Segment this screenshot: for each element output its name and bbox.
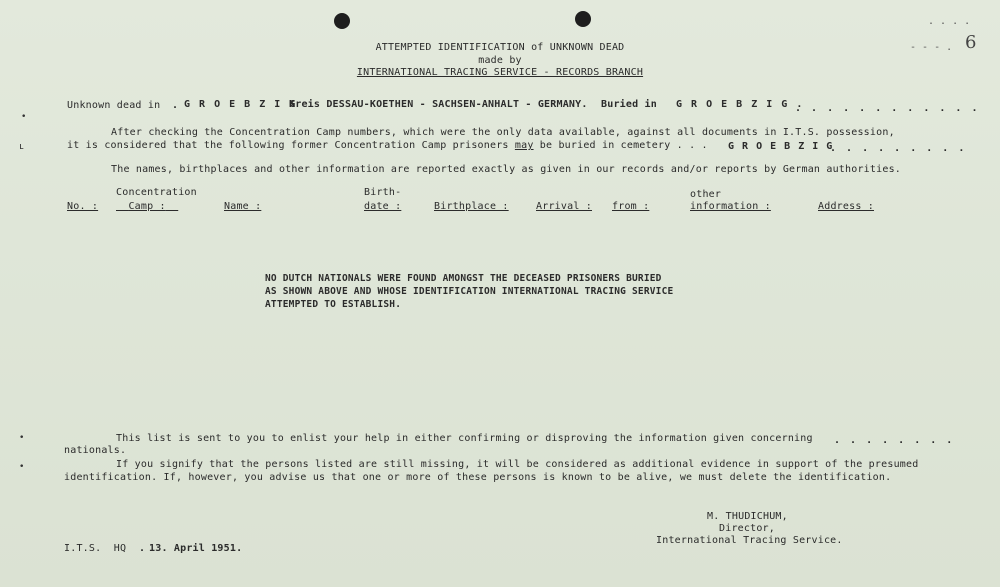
col-birth-bottom: date :	[364, 201, 402, 212]
col-arrival: Arrival :	[536, 201, 592, 212]
col-camp-bottom	[116, 201, 178, 212]
punch-hole-left	[334, 13, 350, 29]
header-title: ATTEMPTED IDENTIFICATION of UNKNOWN DEAD	[375, 42, 625, 53]
col-other-bottom: information :	[690, 201, 771, 212]
margin-mark-4: •	[19, 462, 25, 472]
col-other-top: other	[690, 189, 722, 200]
paragraph2: The names, birthplaces and other information are reported exactly as given in our records and/or reports by German authorities.	[111, 164, 902, 175]
col-camp-bottom-label: Camp :	[128, 201, 166, 212]
signature-title: Director,	[719, 523, 775, 534]
leader-dots-1: . . . . . . . . . . . .	[795, 103, 980, 114]
notice-line1: NO DUTCH NATIONALS WERE FOUND AMONGST THE DECEASED PRISONERS BURIED	[265, 273, 662, 284]
unknown-dead-label: Unknown dead in	[67, 100, 161, 111]
paragraph1-line2	[67, 140, 708, 151]
closing-line1: This list is sent to you to enlist your help in either confirming or disproving the information given concerning	[116, 433, 813, 444]
corner-dots-top: . . . .	[928, 16, 971, 27]
page-number: 6	[965, 32, 977, 53]
paragraph1-may: may	[514, 140, 534, 151]
closing-line4: identification. If, however, you advise us that one or more of these persons is known to be alive, we must delete the identification.	[64, 472, 892, 483]
corner-dots-mid: - - - .	[910, 42, 953, 53]
closing-line3: If you signify that the persons listed are still missing, it will be considered as additional evidence in support of the presumed	[116, 459, 919, 470]
notice-line2: AS SHOWN ABOVE AND WHOSE IDENTIFICATION INTERNATIONAL TRACING SERVICE	[265, 286, 674, 297]
unknown-dead-region: Kreis DESSAU-KOETHEN - SACHSEN-ANHALT - GERMANY.	[289, 99, 588, 110]
col-from: from :	[612, 201, 650, 212]
footer-date-dot: .	[139, 543, 146, 554]
signature-org: International Tracing Service.	[656, 535, 843, 546]
leader-dots-2: . . . . . . . . .	[830, 143, 967, 154]
paragraph1-line2-a: it is considered that the following former Concentration Camp prisoners	[67, 140, 515, 151]
margin-mark-1: •	[21, 112, 27, 122]
col-birth-top: Birth-	[364, 187, 402, 198]
footer-date: 13. April 1951.	[149, 543, 243, 554]
signature-name: M. THUDICHUM,	[707, 511, 788, 522]
col-birthplace: Birthplace :	[434, 201, 509, 212]
unknown-dead-dot: .	[172, 100, 179, 111]
buried-in-label: Buried in	[601, 99, 657, 110]
header-branch: INTERNATIONAL TRACING SERVICE - RECORDS BRANCH	[356, 67, 644, 78]
col-no-label: No. :	[67, 201, 99, 212]
col-address: Address :	[818, 201, 874, 212]
paragraph1-line1: After checking the Concentration Camp numbers, which were the only data available, against all documents in I.T.S. possession,	[111, 127, 895, 138]
buried-in-place: G R O E B Z I G .	[676, 99, 804, 110]
col-camp-top: Concentration	[116, 187, 197, 198]
leader-dots-3: . . . . . . . .	[834, 435, 955, 446]
header-made-by: made by	[478, 55, 522, 66]
paragraph1-line2-b: be buried in cemetery . . .	[533, 140, 708, 151]
margin-mark-2: ʟ	[19, 142, 25, 152]
col-name: Name :	[224, 201, 262, 212]
notice-line3: ATTEMPTED TO ESTABLISH.	[265, 299, 402, 310]
closing-line2: nationals.	[64, 445, 127, 456]
cemetery-place: G R O E B Z I G	[728, 141, 834, 152]
footer-office: I.T.S. HQ	[64, 543, 127, 554]
punch-hole-right	[575, 11, 591, 27]
unknown-dead-place: G R O E B Z I G	[184, 99, 297, 110]
col-no	[67, 201, 98, 212]
margin-mark-3: •	[19, 433, 25, 443]
